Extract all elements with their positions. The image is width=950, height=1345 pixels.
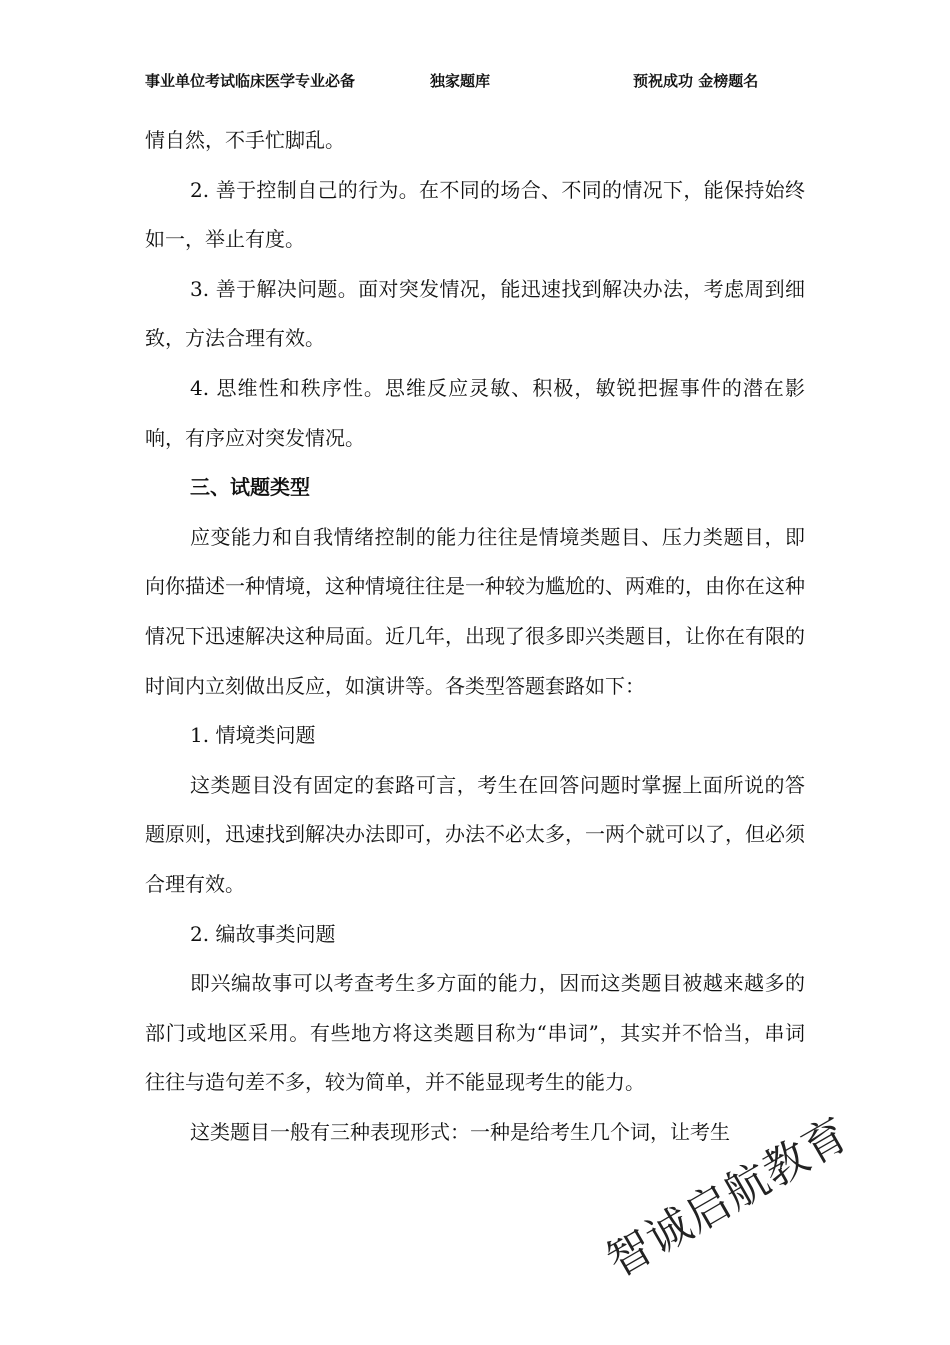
header-middle-text: 独家题库: [430, 72, 491, 90]
paragraph-forms: 这类题目一般有三种表现形式：一种是给考生几个词，让考生: [190, 1119, 730, 1144]
paragraph-item-2: 2. 善于控制自己的行为。在不同的场合、不同的情况下，能保持始终如一，举止有度。: [145, 177, 805, 252]
header-right-text: 预祝成功 金榜题名: [633, 72, 759, 90]
paragraph-continuation: 情自然，不手忙脚乱。: [145, 128, 345, 152]
subheading-situational: 1. 情境类问题: [190, 723, 316, 748]
paragraph-story: 即兴编故事可以考查考生多方面的能力，因而这类题目被越来越多的部门或地区采用。有些地方将这类题目称为“串词”，其实并不恰当，串词往往与造句差不多，较为简单，并不能显现考生的能力。: [145, 971, 805, 1095]
paragraph-situational: 这类题目没有固定的套路可言，考生在回答问题时掌握上面所说的答题原则，迅速找到解决办法即可，办法不必太多，一两个就可以了，但必须合理有效。: [145, 772, 805, 896]
paragraph-intro: 应变能力和自我情绪控制的能力往往是情境类题目、压力类题目，即向你描述一种情境，这种情境往往是一种较为尴尬的、两难的，由你在这种情况下迅速解决这种局面。近几年，出现了很多即兴类题目，让你在有限的时间内立刻做出反应，如演讲等。各类型答题套路如下：: [145, 524, 805, 698]
watermark-text: 智诚启航教育: [598, 1108, 858, 1288]
page-header: [145, 70, 825, 94]
header-left-text: 事业单位考试临床医学专业必备: [145, 72, 356, 90]
document-body: [145, 116, 805, 1157]
subheading-story: 2. 编故事类问题: [190, 921, 336, 946]
paragraph-item-4: 4. 思维性和秩序性。思维反应灵敏、积极，敏锐把握事件的潜在影响，有序应对突发情况。: [145, 375, 805, 450]
section-heading: 三、试题类型: [190, 475, 310, 500]
paragraph-item-3: 3. 善于解决问题。面对突发情况，能迅速找到解决办法，考虑周到细致，方法合理有效。: [145, 276, 805, 351]
